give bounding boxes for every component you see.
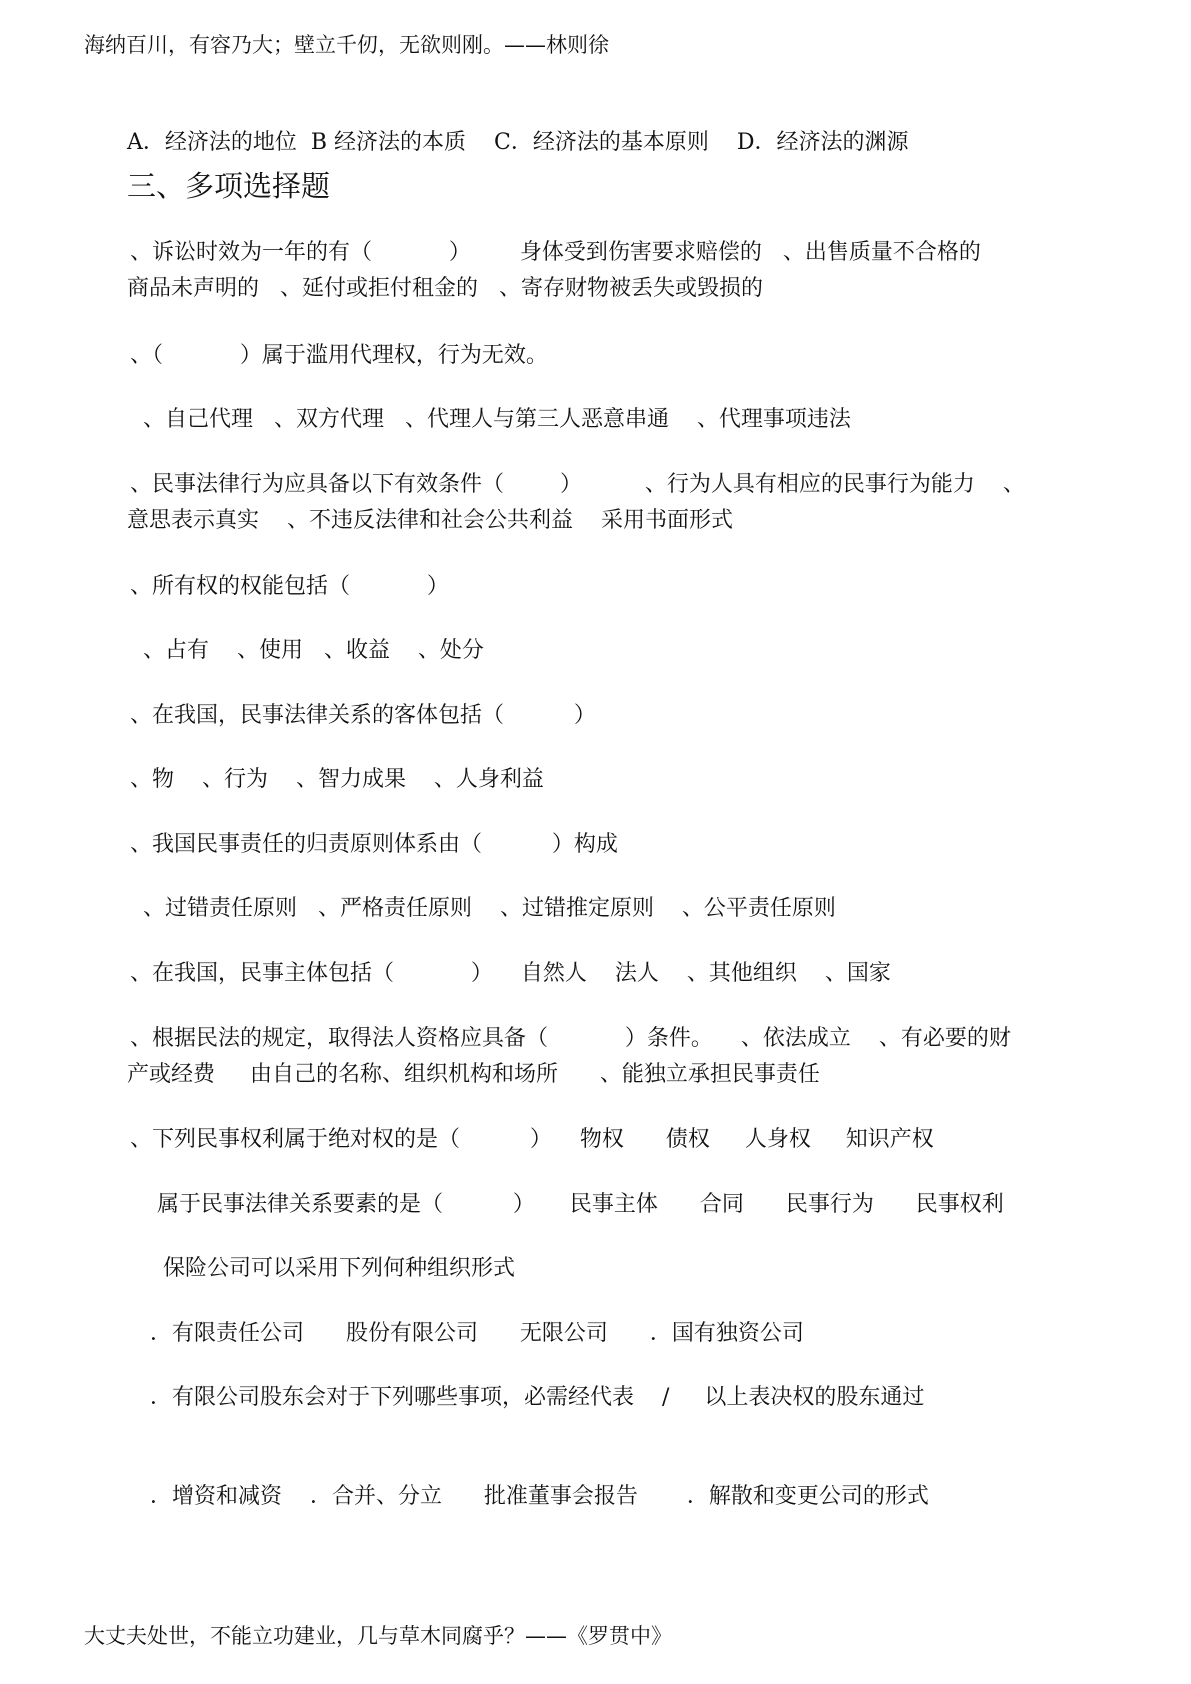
question-line: 、诉讼时效为一年的有（ ） 身体受到伤害要求赔偿的 、出售质量不合格的 [130, 240, 981, 265]
question-line: 意思表示真实 、不违反法律和社会公共利益 采用书面形式 [127, 508, 733, 533]
question-line: ．有限公司股东会对于下列哪些事项，必需经代表 / 以上表决权的股东通过 [150, 1385, 925, 1410]
question-line: 、民事法律行为应具备以下有效条件（ ） 、行为人具有相应的民事行为能力 、 [130, 472, 1025, 497]
question-line: 、（ ）属于滥用代理权，行为无效。 [130, 343, 548, 368]
question-line: 、在我国，民事法律关系的客体包括（ ） [130, 703, 596, 728]
options-line: 、自己代理 、双方代理 、代理人与第三人恶意串通 、代理事项违法 [136, 407, 851, 432]
question-line: 属于民事法律关系要素的是（ ） 民事主体 合同 民事行为 民事权利 [157, 1192, 1004, 1217]
section-title: 三、多项选择题 [127, 169, 331, 203]
question-line: 、根据民法的规定，取得法人资格应具备（ ）条件。 、依法成立 、有必要的财 [130, 1026, 1011, 1051]
question-line: 、下列民事权利属于绝对权的是（ ） 物权 债权 人身权 知识产权 [130, 1127, 934, 1152]
options-line: 、过错责任原则 、严格责任原则 、过错推定原则 、公平责任原则 [136, 896, 836, 921]
options-line: 、物 、行为 、智力成果 、人身利益 [130, 767, 544, 792]
options-line: ．增资和减资 ．合并、分立 批准董事会报告 ．解散和变更公司的形式 [150, 1484, 929, 1509]
question-line: 、我国民事责任的归责原则体系由（ ）构成 [130, 832, 618, 857]
question-line: 商品未声明的 、延付或拒付租金的 、寄存财物被丢失或毁损的 [127, 276, 763, 301]
options-line: 、占有 、使用 、收益 、处分 [136, 638, 484, 663]
footer-quote: 大丈夫处世，不能立功建业，几与草木同腐乎？——《罗贯中》 [84, 1624, 672, 1648]
question-line: 保险公司可以采用下列何种组织形式 [163, 1256, 516, 1281]
header-quote: 海纳百川，有容乃大；壁立千仞，无欲则刚。——林则徐 [84, 33, 609, 57]
question-line: 、在我国，民事主体包括（ ） 自然人 法人 、其他组织 、国家 [130, 961, 891, 986]
question-line: 、所有权的权能包括（ ） [130, 574, 449, 599]
question-options-line: A．经济法的地位 B 经济法的本质 C．经济法的基本原则 D．经济法的渊源 [127, 130, 909, 155]
options-line: ．有限责任公司 股份有限公司 无限公司 ．国有独资公司 [150, 1321, 804, 1346]
question-line: 产或经费 由自己的名称、组织机构和场所 、能独立承担民事责任 [127, 1062, 820, 1087]
